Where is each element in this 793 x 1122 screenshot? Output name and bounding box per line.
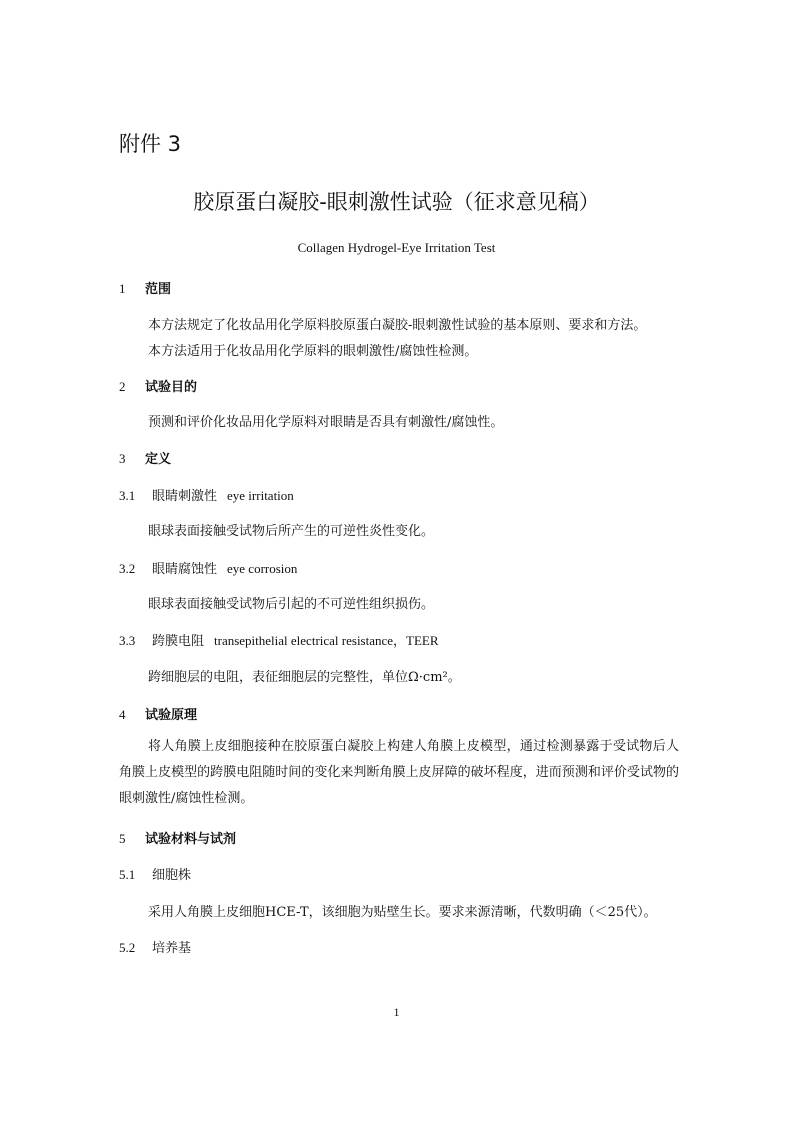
subsection-title: 跨膜电阻 [152,634,205,649]
subsection-title: 眼睛刺激性 [152,489,218,504]
section-number: 1 [119,281,126,296]
section-2-heading [119,376,197,395]
section-1-heading [119,278,171,297]
subsection-number: 3.3 [119,633,136,648]
section-title: 试验原理 [145,708,198,723]
subsection-5-1-heading [119,864,191,883]
section-number: 4 [119,707,126,722]
subsection-3-1-text: 眼球表面接触受试物后所产生的可逆性炎性变化。 [148,524,435,539]
document-subtitle: Collagen Hydrogel-Eye Irritation Test [297,240,496,255]
subsection-english-term: eye irritation [227,488,294,503]
subsection-english-term: eye corrosion [227,561,298,576]
subsection-5-1-text: 采用人角膜上皮细胞HCE-T，该细胞为贴壁生长。要求来源清晰，代数明确（＜25代）。 [148,905,657,920]
subsection-3-1-heading [119,485,294,504]
subsection-title: 眼睛腐蚀性 [152,562,218,577]
document-title: 胶原蛋白凝胶-眼刺激性试验（征求意见稿） [193,190,600,214]
subsection-title: 细胞株 [152,868,192,883]
section-1-line-2: 本方法适用于化妆品用化学原料的眼刺激性/腐蚀性检测。 [148,344,478,359]
section-1-line-1: 本方法规定了化妆品用化学原料胶原蛋白凝胶-眼刺激性试验的基本原则、要求和方法。 [148,318,647,333]
subsection-number: 3.2 [119,561,136,576]
page-number: 1 [393,1005,400,1019]
section-title: 试验目的 [145,380,198,395]
section-title: 定义 [145,452,172,467]
section-number: 5 [119,831,126,846]
section-3-heading [119,448,171,467]
section-number: 2 [119,379,126,394]
section-4-heading [119,704,197,723]
subsection-5-2-heading [119,937,191,956]
section-title: 范围 [145,282,172,297]
subsection-3-2-text: 眼球表面接触受试物后引起的不可逆性组织损伤。 [148,597,435,612]
section-4-paragraph: 将人角膜上皮细胞接种在胶原蛋白凝胶上构建人角膜上皮模型，通过检测暴露于受试物后人角膜上皮模型的跨膜电阻随时间的变化来判断角膜上皮屏障的破坏程度，进而预测和评价受试物的眼刺激性/腐蚀性检测。 [119,739,679,806]
subsection-3-3-heading [119,630,439,649]
section-5-heading [119,828,236,847]
subsection-3-3-text: 跨细胞层的电阻，表征细胞层的完整性，单位Ω·cm²。 [148,670,461,685]
attachment-label: 附件 3 [119,132,182,156]
subsection-english-term: transepithelial electrical resistance，TEER [214,633,439,648]
subsection-number: 5.2 [119,940,136,955]
subsection-title: 培养基 [152,941,192,956]
subsection-number: 5.1 [119,867,136,882]
subsection-3-2-heading [119,558,297,577]
section-2-line-1: 预测和评价化妆品用化学原料对眼睛是否具有刺激性/腐蚀性。 [148,415,504,430]
section-title: 试验材料与试剂 [145,832,237,847]
section-number: 3 [119,451,126,466]
subsection-number: 3.1 [119,488,136,503]
